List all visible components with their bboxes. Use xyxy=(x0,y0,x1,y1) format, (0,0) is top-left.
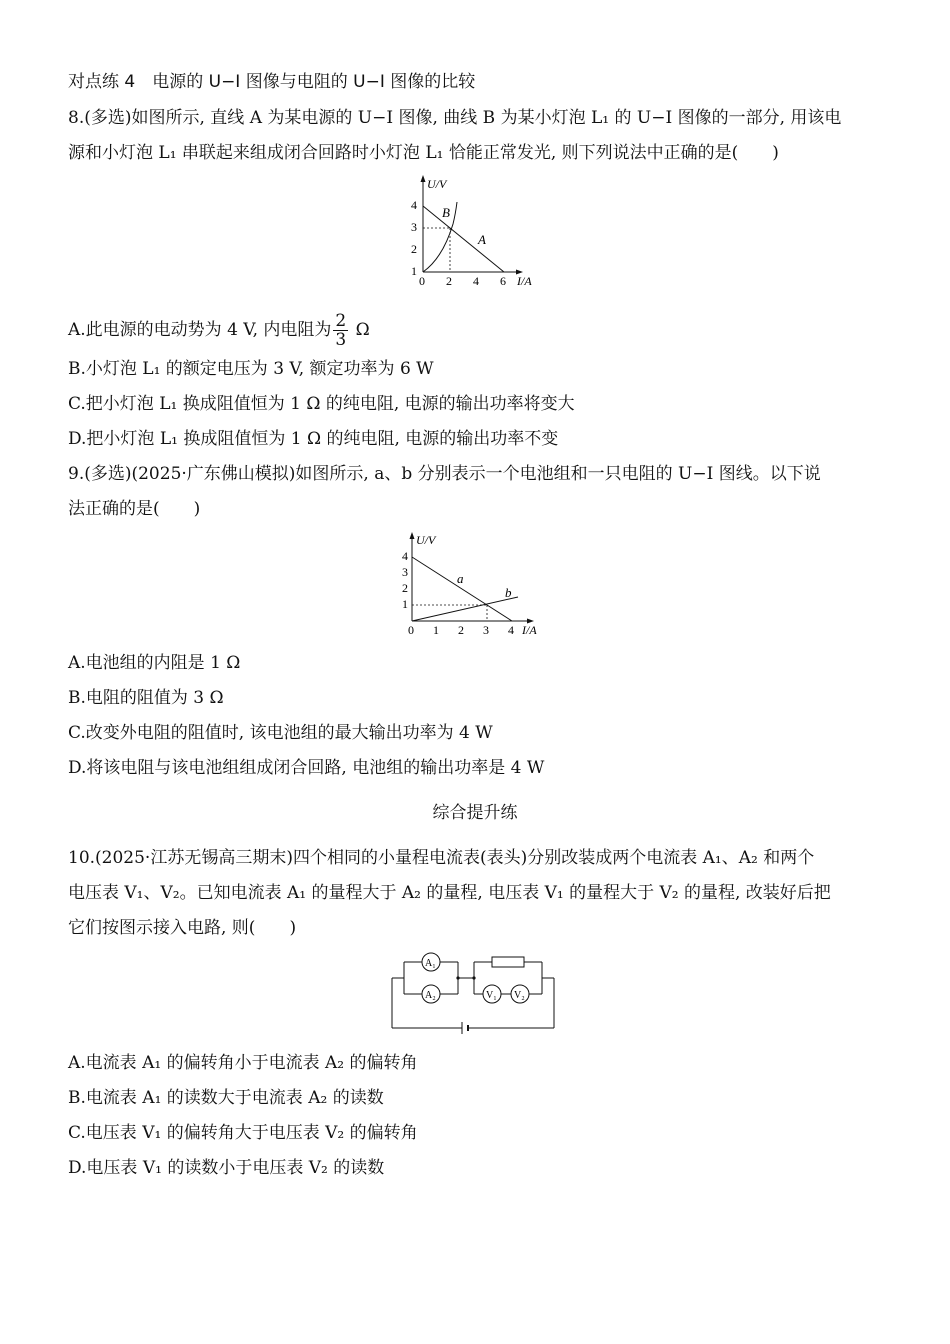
x-tick-1: 1 xyxy=(433,623,439,637)
fraction-two-thirds xyxy=(333,312,348,349)
y-tick-1: 1 xyxy=(411,264,417,278)
y-axis-label: U/V xyxy=(416,533,436,547)
fraction-denominator: 3 xyxy=(335,330,347,350)
resistor xyxy=(492,957,524,967)
q9-option-b: B.电阻的阻值为 3 Ω xyxy=(68,688,224,708)
curve-B xyxy=(423,202,457,272)
label-A: A xyxy=(478,232,486,247)
q8-stem-line2: 源和小灯泡 L₁ 串联起来组成闭合回路时小灯泡 L₁ 恰能正常发光, 则下列说法中正确的是( ) xyxy=(68,143,779,163)
x-tick-0: 0 xyxy=(408,623,414,637)
x-tick-0: 0 xyxy=(419,274,425,288)
q10-stem-line2: 电压表 V₁、V₂。已知电流表 A₁ 的量程大于 A₂ 的量程, 电压表 V₁ 的量程大于 V₂ 的量程, 改装好后把 xyxy=(68,883,831,903)
x-tick-6: 6 xyxy=(500,274,506,288)
line-b xyxy=(412,597,518,621)
q10-circuit-diagram xyxy=(388,948,560,1036)
meter-V2-label: V₂ xyxy=(514,990,525,1001)
q8-option-a-unit: Ω xyxy=(350,320,370,340)
x-axis-label: I/A xyxy=(522,623,537,637)
q8-option-b: B.小灯泡 L₁ 的额定电压为 3 V, 额定功率为 6 W xyxy=(68,359,434,379)
y-tick-2: 2 xyxy=(402,581,408,595)
q10-stem-line1: 10.(2025·江苏无锡高三期末)四个相同的小量程电流表(表头)分别改装成两个电流表 A₁、A₂ 和两个 xyxy=(68,848,815,868)
q8-option-c: C.把小灯泡 L₁ 换成阻值恒为 1 Ω 的纯电阻, 电源的输出功率将变大 xyxy=(68,394,575,414)
q8-stem-line1: 8.(多选)如图所示, 直线 A 为某电源的 U−I 图像, 曲线 B 为某小灯泡 L₁ 的 U−I 图像的一部分, 用该电 xyxy=(68,108,842,128)
q10-option-a: A.电流表 A₁ 的偏转角小于电流表 A₂ 的偏转角 xyxy=(68,1053,418,1073)
meter-A1-label: A₁ xyxy=(425,958,436,969)
y-tick-2: 2 xyxy=(411,242,417,256)
q8-option-a-text: A.此电源的电动势为 4 V, 内电阻为 xyxy=(68,320,332,340)
junction-dot xyxy=(472,976,475,979)
q9-option-c: C.改变外电阻的阻值时, 该电池组的最大输出功率为 4 W xyxy=(68,723,493,743)
q10-stem-line3: 它们按图示接入电路, 则( ) xyxy=(68,918,297,938)
section-title-comprehensive: 综合提升练 xyxy=(432,803,518,823)
q9-option-a: A.电池组的内阻是 1 Ω xyxy=(68,653,241,673)
x-tick-3: 3 xyxy=(483,623,489,637)
label-a: a xyxy=(457,571,464,586)
x-tick-2: 2 xyxy=(458,623,464,637)
q9-ui-graph xyxy=(394,528,554,640)
q9-stem-line2: 法正确的是( ) xyxy=(68,499,201,519)
y-tick-4: 4 xyxy=(402,549,408,563)
x-tick-2: 2 xyxy=(446,274,452,288)
junction-dot xyxy=(456,976,459,979)
q8-ui-graph xyxy=(405,172,555,292)
label-b: b xyxy=(505,585,512,600)
q10-option-c: C.电压表 V₁ 的偏转角大于电压表 V₂ 的偏转角 xyxy=(68,1123,418,1143)
label-B: B xyxy=(442,205,450,220)
x-tick-4: 4 xyxy=(473,274,479,288)
q8-option-d: D.把小灯泡 L₁ 换成阻值恒为 1 Ω 的纯电阻, 电源的输出功率不变 xyxy=(68,429,559,449)
meter-V1-label: V₁ xyxy=(486,990,497,1001)
line-a xyxy=(412,557,512,621)
meter-A2-label: A₂ xyxy=(425,990,436,1001)
q8-option-a xyxy=(68,310,890,350)
x-tick-4: 4 xyxy=(508,623,514,637)
q9-stem-line1: 9.(多选)(2025·广东佛山模拟)如图所示, a、b 分别表示一个电池组和一只电阻的 U−I 图线。以下说 xyxy=(68,464,821,484)
q10-option-d: D.电压表 V₁ 的读数小于电压表 V₂ 的读数 xyxy=(68,1158,385,1178)
q10-option-b: B.电流表 A₁ 的读数大于电流表 A₂ 的读数 xyxy=(68,1088,384,1108)
y-axis-arrow xyxy=(421,175,426,182)
section-title-4: 对点练 4 电源的 U−I 图像与电阻的 U−I 图像的比较 xyxy=(68,72,476,92)
fraction-numerator: 2 xyxy=(335,311,347,331)
y-axis-arrow xyxy=(410,532,415,539)
line-A xyxy=(423,206,504,272)
y-tick-3: 3 xyxy=(402,565,408,579)
y-tick-4: 4 xyxy=(411,198,417,212)
q9-option-d: D.将该电阻与该电池组组成闭合回路, 电池组的输出功率是 4 W xyxy=(68,758,545,778)
y-tick-1: 1 xyxy=(402,597,408,611)
x-axis-label: I/A xyxy=(517,274,532,288)
y-tick-3: 3 xyxy=(411,220,417,234)
y-axis-label: U/V xyxy=(427,177,447,191)
